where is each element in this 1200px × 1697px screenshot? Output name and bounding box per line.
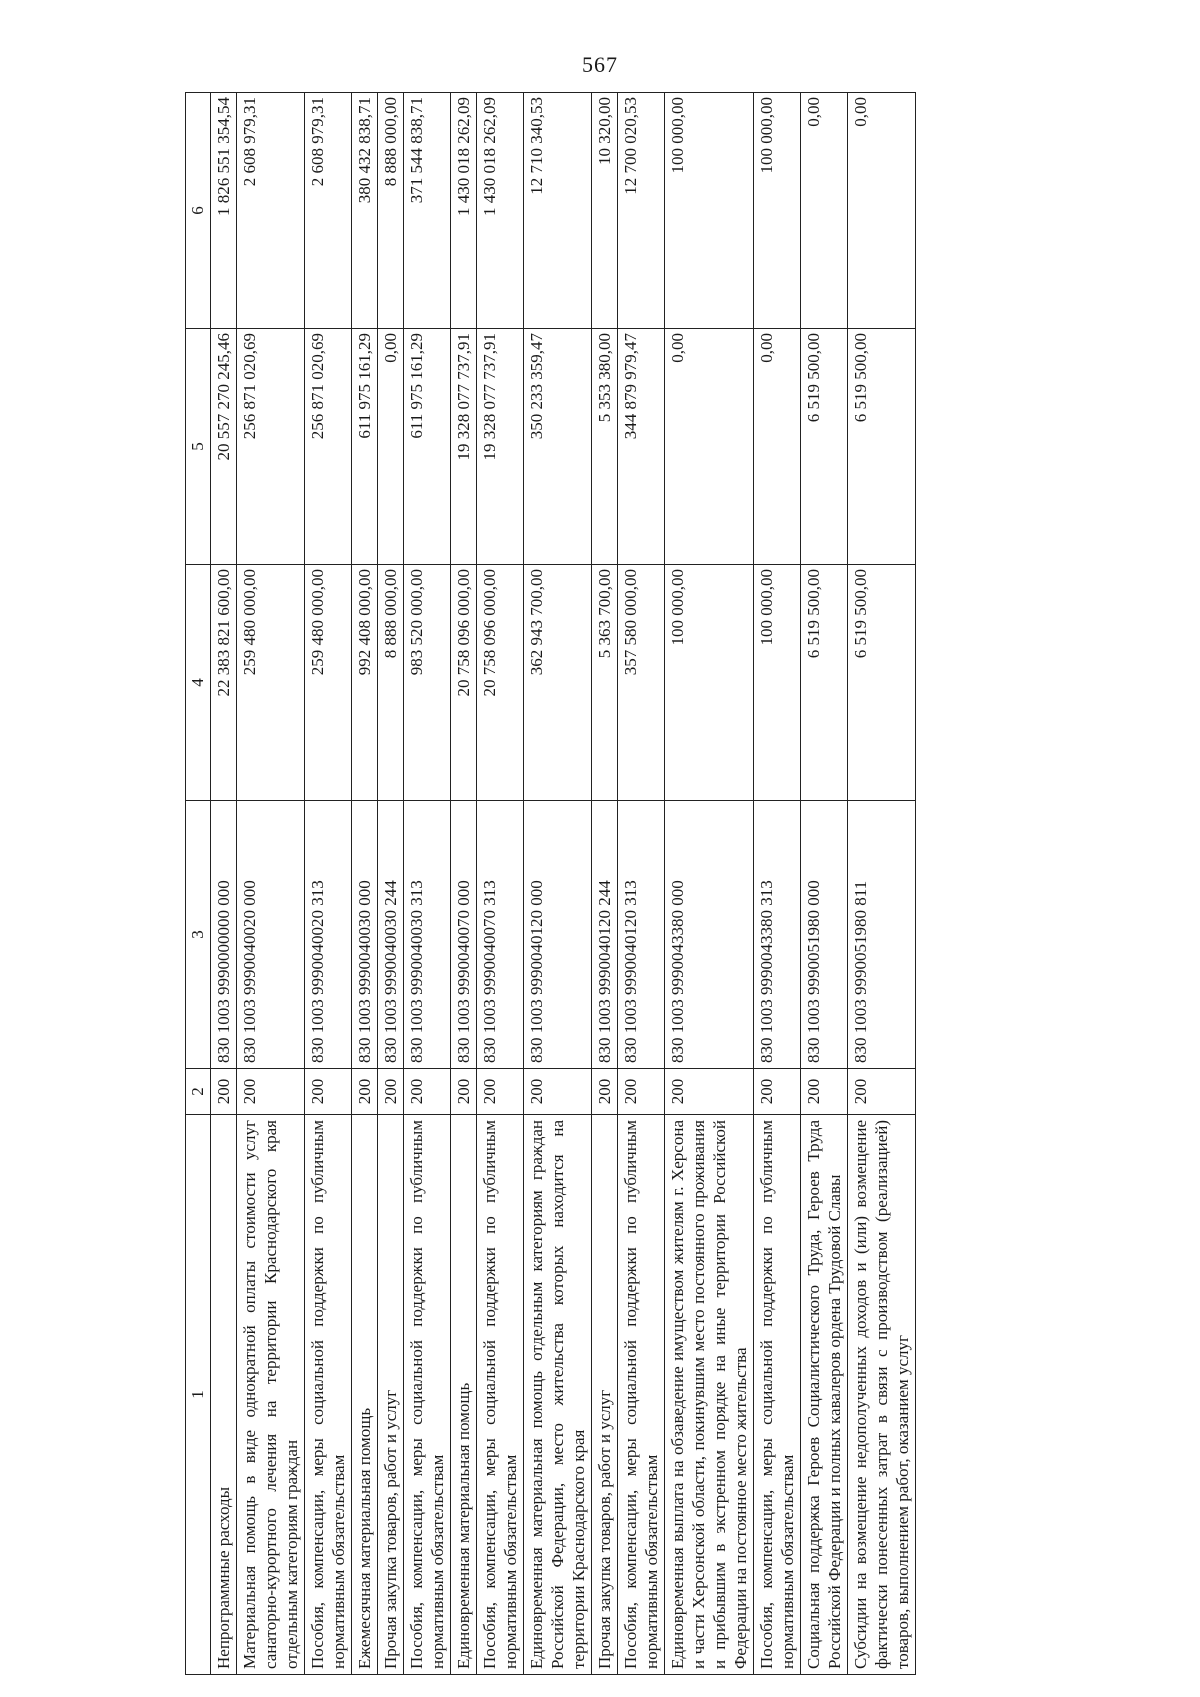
row-admin: 200	[848, 1069, 916, 1115]
row-rest: 100 000,00	[754, 93, 801, 329]
row-plan: 100 000,00	[665, 565, 754, 801]
row-admin: 200	[378, 1069, 404, 1115]
table-row	[618, 93, 665, 1675]
header-col-5: 5	[186, 329, 211, 565]
row-plan: 6 519 500,00	[801, 565, 848, 801]
row-fact: 19 328 077 737,91	[477, 329, 524, 565]
row-rest: 0,00	[848, 93, 916, 329]
table-row	[305, 93, 352, 1675]
table-row	[451, 93, 477, 1675]
row-rest: 1 430 018 262,09	[477, 93, 524, 329]
row-rest: 8 888 000,00	[378, 93, 404, 329]
row-rest: 380 432 838,71	[352, 93, 378, 329]
row-plan: 20 758 096 000,00	[477, 565, 524, 801]
row-plan: 5 363 700,00	[592, 565, 618, 801]
row-code: 830 1003 9990051980 000	[801, 801, 848, 1069]
row-plan: 259 480 000,00	[237, 565, 305, 801]
row-name: Непрограммные расходы	[211, 1115, 237, 1675]
row-plan: 20 758 096 000,00	[451, 565, 477, 801]
header-col-6: 6	[186, 93, 211, 329]
row-code: 830 1003 9990040020 000	[237, 801, 305, 1069]
header-col-2: 2	[186, 1069, 211, 1115]
row-fact: 344 879 979,47	[618, 329, 665, 565]
budget-table	[185, 92, 916, 1675]
row-name: Субсидии на возмещение недополученных доходов и (или) возмещение фактически понесенных затрат в связи с производством (реализацией) товаров, выполнением работ, оказанием услуг	[848, 1115, 916, 1675]
row-rest: 12 700 020,53	[618, 93, 665, 329]
row-fact: 611 975 161,29	[404, 329, 451, 565]
row-rest: 1 430 018 262,09	[451, 93, 477, 329]
row-admin: 200	[754, 1069, 801, 1115]
row-plan: 100 000,00	[754, 565, 801, 801]
row-name: Ежемесячная материальная помощь	[352, 1115, 378, 1675]
row-name: Пособия, компенсации, меры социальной поддержки по публичным нормативным обязательствам	[404, 1115, 451, 1675]
row-admin: 200	[665, 1069, 754, 1115]
table-row	[524, 93, 592, 1675]
row-fact: 0,00	[378, 329, 404, 565]
row-name: Пособия, компенсации, меры социальной поддержки по публичным нормативным обязательствам	[477, 1115, 524, 1675]
table-row	[665, 93, 754, 1675]
row-rest: 12 710 340,53	[524, 93, 592, 329]
row-name: Единовременная материальная помощь	[451, 1115, 477, 1675]
table-row	[477, 93, 524, 1675]
table-row	[211, 93, 237, 1675]
table-row	[378, 93, 404, 1675]
row-code: 830 1003 9990040120 000	[524, 801, 592, 1069]
row-code: 830 1003 9990040070 313	[477, 801, 524, 1069]
row-admin: 200	[404, 1069, 451, 1115]
row-name: Прочая закупка товаров, работ и услуг	[378, 1115, 404, 1675]
row-admin: 200	[352, 1069, 378, 1115]
row-name: Единовременная материальная помощь отдельным категориям граждан Российской Федерации, место жительства которых находится на территории Краснодарского края	[524, 1115, 592, 1675]
row-code: 830 1003 9990040030 000	[352, 801, 378, 1069]
row-admin: 200	[211, 1069, 237, 1115]
row-plan: 22 383 821 600,00	[211, 565, 237, 801]
row-name: Пособия, компенсации, меры социальной поддержки по публичным нормативным обязательствам	[754, 1115, 801, 1675]
table-row	[237, 93, 305, 1675]
row-rest: 100 000,00	[665, 93, 754, 329]
row-name: Социальная поддержка Героев Социалистического Труда, Героев Труда Российской Федерации и полных кавалеров ордена Трудовой Славы	[801, 1115, 848, 1675]
header-col-4: 4	[186, 565, 211, 801]
row-plan: 362 943 700,00	[524, 565, 592, 801]
row-rest: 2 608 979,31	[305, 93, 352, 329]
header-row	[186, 93, 211, 1675]
row-code: 830 1003 9990040070 000	[451, 801, 477, 1069]
row-code: 830 1003 9990040120 313	[618, 801, 665, 1069]
row-admin: 200	[801, 1069, 848, 1115]
row-fact: 256 871 020,69	[237, 329, 305, 565]
row-rest: 371 544 838,71	[404, 93, 451, 329]
row-admin: 200	[592, 1069, 618, 1115]
row-name: Пособия, компенсации, меры социальной поддержки по публичным нормативным обязательствам	[305, 1115, 352, 1675]
row-admin: 200	[524, 1069, 592, 1115]
row-rest: 1 826 551 354,54	[211, 93, 237, 329]
row-fact: 0,00	[665, 329, 754, 565]
row-code: 830 1003 9990040120 244	[592, 801, 618, 1069]
row-code: 830 1003 9990040020 313	[305, 801, 352, 1069]
table-row	[848, 93, 916, 1675]
header-col-3: 3	[186, 801, 211, 1069]
row-fact: 256 871 020,69	[305, 329, 352, 565]
row-plan: 6 519 500,00	[848, 565, 916, 801]
page-number: 567	[582, 52, 618, 77]
table-row	[404, 93, 451, 1675]
row-admin: 200	[618, 1069, 665, 1115]
row-fact: 350 233 359,47	[524, 329, 592, 565]
row-name: Материальная помощь в виде однократной оплаты стоимости услуг санаторно-курортного лечения на территории Краснодарского края отдельным категориям граждан	[237, 1115, 305, 1675]
row-fact: 6 519 500,00	[848, 329, 916, 565]
row-plan: 259 480 000,00	[305, 565, 352, 801]
row-fact: 20 557 270 245,46	[211, 329, 237, 565]
table-row	[754, 93, 801, 1675]
row-admin: 200	[237, 1069, 305, 1115]
row-code: 830 1003 9990040030 313	[404, 801, 451, 1069]
row-rest: 10 320,00	[592, 93, 618, 329]
row-rest: 0,00	[801, 93, 848, 329]
row-code: 830 1003 9990043380 000	[665, 801, 754, 1069]
row-name: Прочая закупка товаров, работ и услуг	[592, 1115, 618, 1675]
row-name: Единовременная выплата на обзаведение имуществом жителям г. Херсона и части Херсонской области, покинувшим место постоянного проживания и прибывшим в экстренном порядке на иные территории Российской Федерации на постоянное место жительства	[665, 1115, 754, 1675]
table-row	[352, 93, 378, 1675]
row-rest: 2 608 979,31	[237, 93, 305, 329]
row-code: 830 1003 9990051980 811	[848, 801, 916, 1069]
row-fact: 611 975 161,29	[352, 329, 378, 565]
row-code: 830 1003 9990043380 313	[754, 801, 801, 1069]
row-plan: 992 408 000,00	[352, 565, 378, 801]
row-code: 830 1003 9990000000 000	[211, 801, 237, 1069]
row-fact: 0,00	[754, 329, 801, 565]
row-fact: 5 353 380,00	[592, 329, 618, 565]
row-name: Пособия, компенсации, меры социальной поддержки по публичным нормативным обязательствам	[618, 1115, 665, 1675]
row-admin: 200	[451, 1069, 477, 1115]
row-plan: 357 580 000,00	[618, 565, 665, 801]
row-fact: 6 519 500,00	[801, 329, 848, 565]
header-col-1: 1	[186, 1115, 211, 1675]
row-code: 830 1003 9990040030 244	[378, 801, 404, 1069]
table-row	[801, 93, 848, 1675]
row-admin: 200	[477, 1069, 524, 1115]
budget-table-rotated	[185, 93, 1041, 1675]
table-row	[592, 93, 618, 1675]
row-plan: 983 520 000,00	[404, 565, 451, 801]
row-admin: 200	[305, 1069, 352, 1115]
row-fact: 19 328 077 737,91	[451, 329, 477, 565]
row-plan: 8 888 000,00	[378, 565, 404, 801]
